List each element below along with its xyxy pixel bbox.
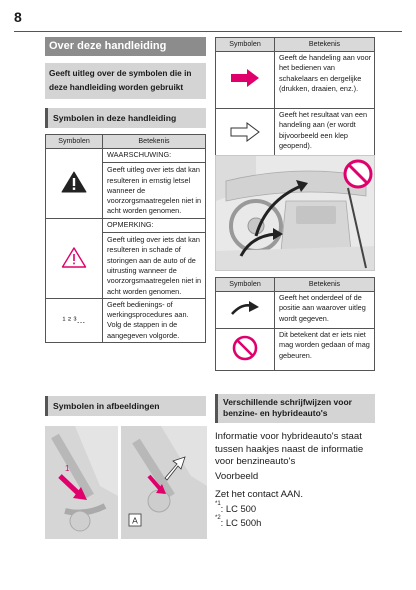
symbol-cell [216,52,275,109]
section-heading-variants: Verschillende schrijfwijzen voor benzine- en hybrideauto's [215,394,375,423]
footnote-2 [215,514,262,528]
table-row [216,329,375,371]
photo-label: A [132,515,138,526]
col-header-meaning: Betekenis [103,135,206,149]
section-heading-symbols: Symbolen in deze handleiding [45,108,206,128]
page-title: Over deze handleiding [45,37,206,56]
symbol-cell [216,329,275,371]
symbol-cell [46,218,103,298]
variant-paragraph: Informatie voor hybrideauto's staat tussen haakjes naast de informatie voor benzineauto's [215,431,364,467]
table-row [216,292,375,329]
warning-icon [61,171,87,193]
seat-belt-drawing-left [45,426,118,539]
symbol-cell [216,109,275,159]
header-rule [14,31,402,32]
photo-left [45,426,118,539]
illustration-marks-table [215,277,375,371]
footnote-1 [215,500,257,514]
notice-icon [61,246,87,268]
table-row [46,149,206,219]
result-text: Geeft het resultaat van een handeling aan (er wordt bijvoorbeeld een klep geopend). [275,109,375,159]
section-heading-illustrations: Symbolen in afbeeldingen [45,396,206,416]
col-header-meaning: Betekenis [275,278,375,292]
footnote-1-text: : LC 500 [220,503,257,514]
notice-text: Geeft uitleg over iets dat kan resulteren in schade of storingen aan de auto of de uitrusting wanneer de voorzorgsmaatregelen niet in acht worden genomen. [107,235,202,296]
table-row [216,52,375,109]
col-header-symbols: Symbolen [216,38,275,52]
cockpit-illustration [215,155,375,271]
steps-text: Geeft bedienings- of werkingsprocedures aan. Volg de stappen in de aangegeven volgorde. [103,298,206,342]
component-arrow-icon [230,299,260,317]
example-label: Voorbeeld [215,471,259,482]
photo-right [121,426,207,539]
result-arrow-icon [230,122,260,142]
intro-box: Geeft uitleg over de symbolen die in deze handleiding worden gebruikt [45,63,206,99]
action-text: Geeft de handeling aan voor het bedienen van schakelaars en dergelijke (drukken, draaien, enz.). [275,52,375,109]
component-text: Geeft het onderdeel of de positie aan waarover uitleg wordt gegeven. [275,292,375,329]
action-arrow-icon [230,68,260,88]
col-header-meaning: Betekenis [275,38,375,52]
steps-symbol: ¹ ² ³… [46,298,103,342]
svg-text:1: 1 [65,464,70,473]
col-header-symbols: Symbolen [216,278,275,292]
symbols-table [45,134,206,343]
warning-text: Geeft uitleg over iets dat kan resulteren in ernstig letsel wanneer de voorzorgsmaatregelen niet in acht worden genomen. [107,165,202,216]
warning-title: WAARSCHUWING: [103,149,205,163]
table-row [216,109,375,159]
footnote-2-text: : LC 500h [220,517,262,528]
notice-title: OPMERKING: [103,219,205,233]
prohibited-icon [232,335,258,361]
seat-belt-drawing-right [121,426,207,539]
table-row [46,218,206,298]
symbol-cell [216,292,275,329]
footnote-1-mark: *1 [215,500,221,507]
example-instruction: Zet het contact AAN. [215,489,303,500]
illustration-symbols-table [215,37,375,159]
page-number: 8 [14,9,22,25]
col-header-symbols: Symbolen [46,135,103,149]
prohibited-text: Dit betekent dat er iets niet mag worden gedaan of mag gebeuren. [275,329,375,371]
symbol-cell [46,149,103,219]
cockpit-drawing [216,156,375,271]
table-row [46,298,206,342]
footnote-2-mark: *2 [215,514,221,521]
